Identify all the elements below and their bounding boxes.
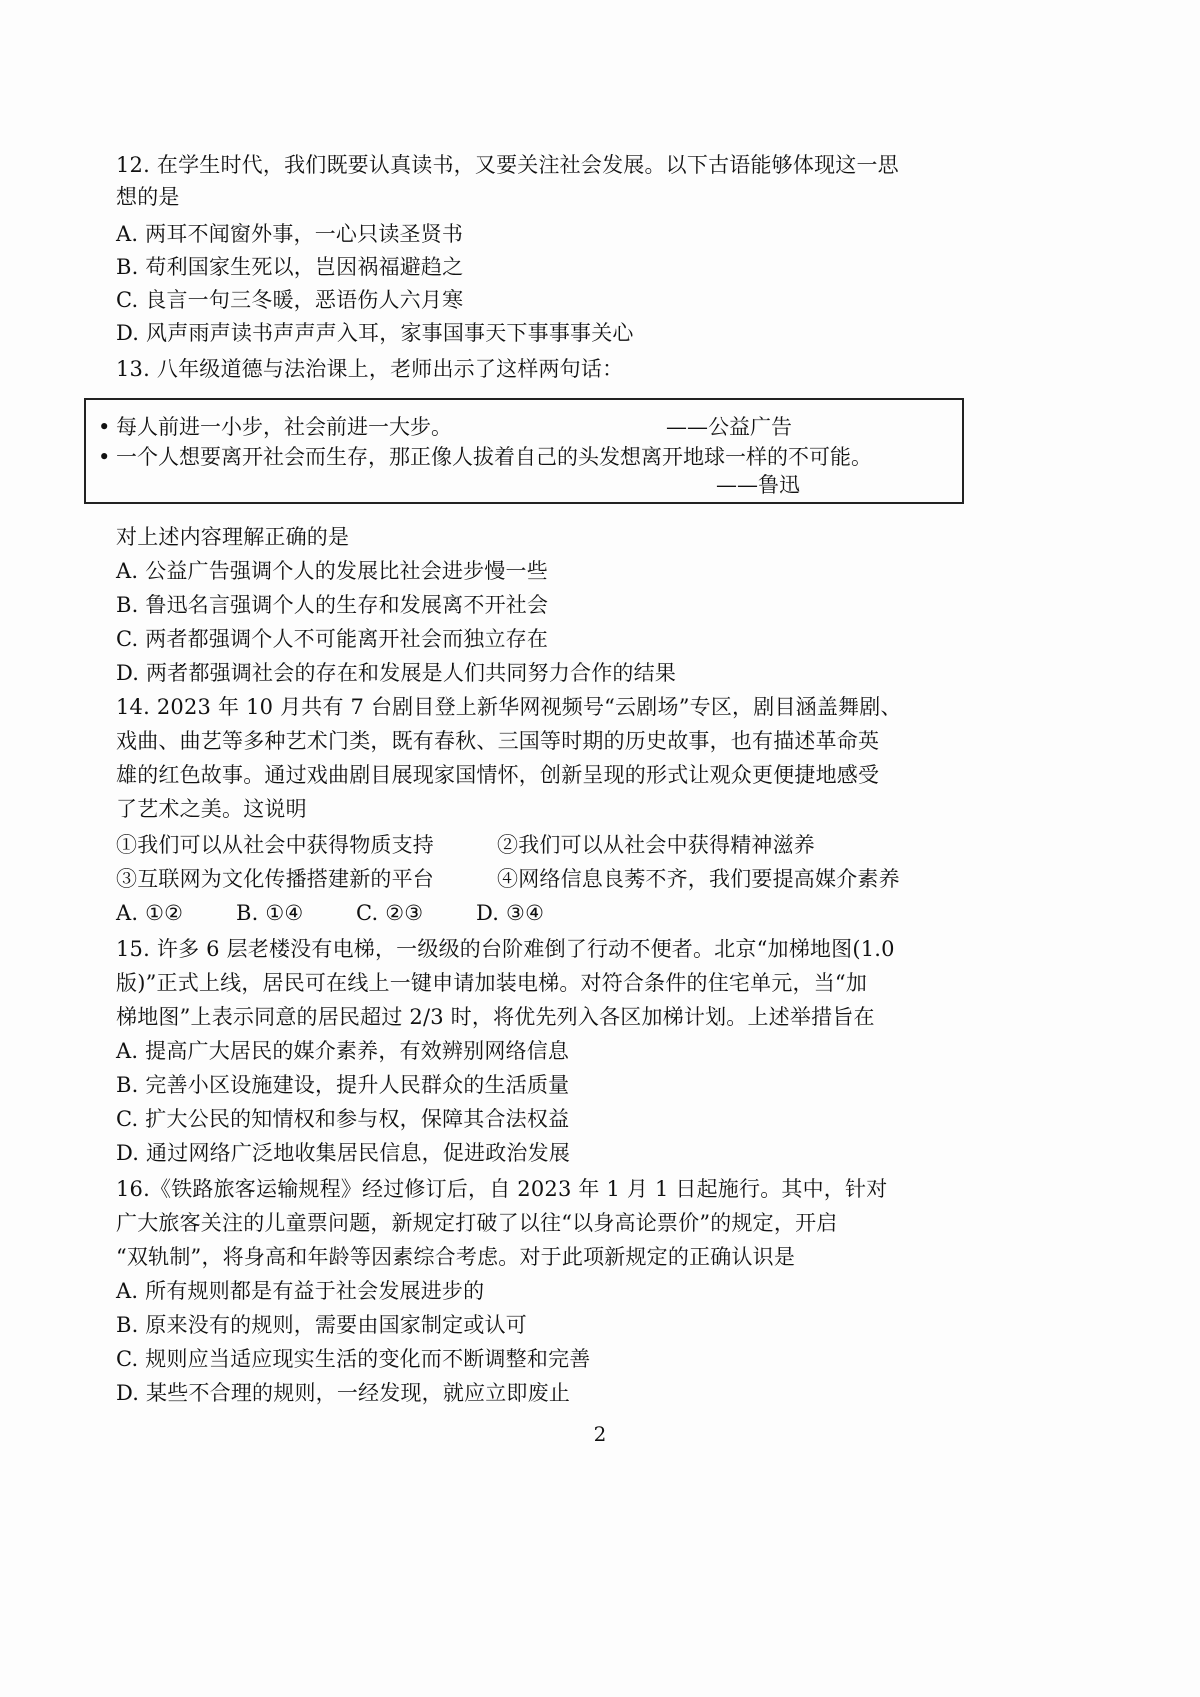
q16-option-d: D. 某些不合理的规则，一经发现，就应立即废止 — [116, 1381, 571, 1405]
q14-option-d: D. ③④ — [476, 901, 545, 925]
q12-option-b: B. 苟利国家生死以，岂因祸福避趋之 — [116, 255, 464, 279]
page-number: 2 — [593, 1422, 607, 1446]
q14-option-b: B. ①④ — [236, 901, 304, 925]
q14-stem-line2: 戏曲、曲艺等多种艺术门类，既有春秋、三国等时期的历史故事，也有描述革命英 — [116, 729, 880, 753]
q16-option-b: B. 原来没有的规则，需要由国家制定或认可 — [116, 1313, 527, 1337]
q15-option-a: A. 提高广大居民的媒介素养，有效辨别网络信息 — [116, 1039, 570, 1063]
quote2 — [98, 442, 872, 472]
q14-statement-4: ④网络信息良莠不齐，我们要提高媒介素养 — [497, 867, 900, 891]
q13-option-a: A. 公益广告强调个人的发展比社会进步慢一些 — [116, 559, 548, 583]
q13-option-c: C. 两者都强调个人不可能离开社会而独立存在 — [116, 627, 549, 651]
quote-box — [84, 398, 964, 504]
q14-stem-line4: 了艺术之美。这说明 — [116, 797, 307, 821]
q14-statement-2: ②我们可以从社会中获得精神滋养 — [497, 833, 815, 857]
q14-stem-line1: 14. 2023 年 10 月共有 7 台剧目登上新华网视频号“云剧场”专区，剧目涵盖舞剧、 — [116, 695, 902, 719]
q12-option-a: A. 两耳不闻窗外事，一心只读圣贤书 — [116, 222, 464, 246]
q13-question: 对上述内容理解正确的是 — [116, 525, 350, 549]
quote2-source: ——鲁迅 — [716, 473, 800, 497]
q12-option-c: C. 良言一句三冬暖，恶语伤人六月寒 — [116, 288, 464, 312]
q15-stem-line1: 15. 许多 6 层老楼没有电梯，一级级的台阶难倒了行动不便者。北京“加梯地图(1.0 — [116, 937, 895, 961]
q15-stem-line3: 梯地图”上表示同意的居民超过 2/3 时，将优先列入各区加梯计划。上述举措旨在 — [116, 1005, 875, 1029]
quote2-text: 一个人想要离开社会而生存，那正像人拔着自己的头发想离开地球一样的不可能。 — [116, 445, 872, 469]
bullet-icon: • — [98, 415, 111, 439]
quote1-text: 每人前进一小步，社会前进一大步。 — [116, 415, 452, 439]
bullet-icon: • — [98, 445, 111, 469]
q14-statement-1: ①我们可以从社会中获得物质支持 — [116, 833, 434, 857]
q16-stem-line1: 16.《铁路旅客运输规程》经过修订后，自 2023 年 1 月 1 日起施行。其中，针对 — [116, 1177, 888, 1201]
q12-stem-line2: 想的是 — [116, 185, 180, 209]
q14-statement-3: ③互联网为文化传播搭建新的平台 — [116, 867, 434, 891]
q15-option-c: C. 扩大公民的知情权和参与权，保障其合法权益 — [116, 1107, 570, 1131]
quote1-source: ——公益广告 — [666, 415, 792, 439]
q16-stem-line3: “双轨制”，将身高和年龄等因素综合考虑。对于此项新规定的正确认识是 — [116, 1245, 796, 1269]
q12-option-d: D. 风声雨声读书声声声入耳，家事国事天下事事事关心 — [116, 321, 634, 345]
q14-stem-line3: 雄的红色故事。通过戏曲剧目展现家国情怀，创新呈现的形式让观众更便捷地感受 — [116, 763, 880, 787]
q15-option-b: B. 完善小区设施建设，提升人民群众的生活质量 — [116, 1073, 570, 1097]
q16-option-c: C. 规则应当适应现实生活的变化而不断调整和完善 — [116, 1347, 591, 1371]
quote1 — [98, 412, 452, 442]
q16-stem-line2: 广大旅客关注的儿童票问题，新规定打破了以往“以身高论票价”的规定，开启 — [116, 1211, 838, 1235]
q15-stem-line2: 版)”正式上线，居民可在线上一键申请加装电梯。对符合条件的住宅单元，当“加 — [116, 971, 868, 995]
q12-stem-line1: 12. 在学生时代，我们既要认真读书，又要关注社会发展。以下古语能够体现这一思 — [116, 153, 899, 177]
q13-option-b: B. 鲁迅名言强调个人的生存和发展离不开社会 — [116, 593, 549, 617]
q14-option-c: C. ②③ — [356, 901, 424, 925]
q14-option-a: A. ①② — [116, 901, 184, 925]
q13-option-d: D. 两者都强调社会的存在和发展是人们共同努力合作的结果 — [116, 661, 677, 685]
q16-option-a: A. 所有规则都是有益于社会发展进步的 — [116, 1279, 485, 1303]
q15-option-d: D. 通过网络广泛地收集居民信息，促进政治发展 — [116, 1141, 571, 1165]
q13-stem: 13. 八年级道德与法治课上，老师出示了这样两句话： — [116, 357, 624, 381]
